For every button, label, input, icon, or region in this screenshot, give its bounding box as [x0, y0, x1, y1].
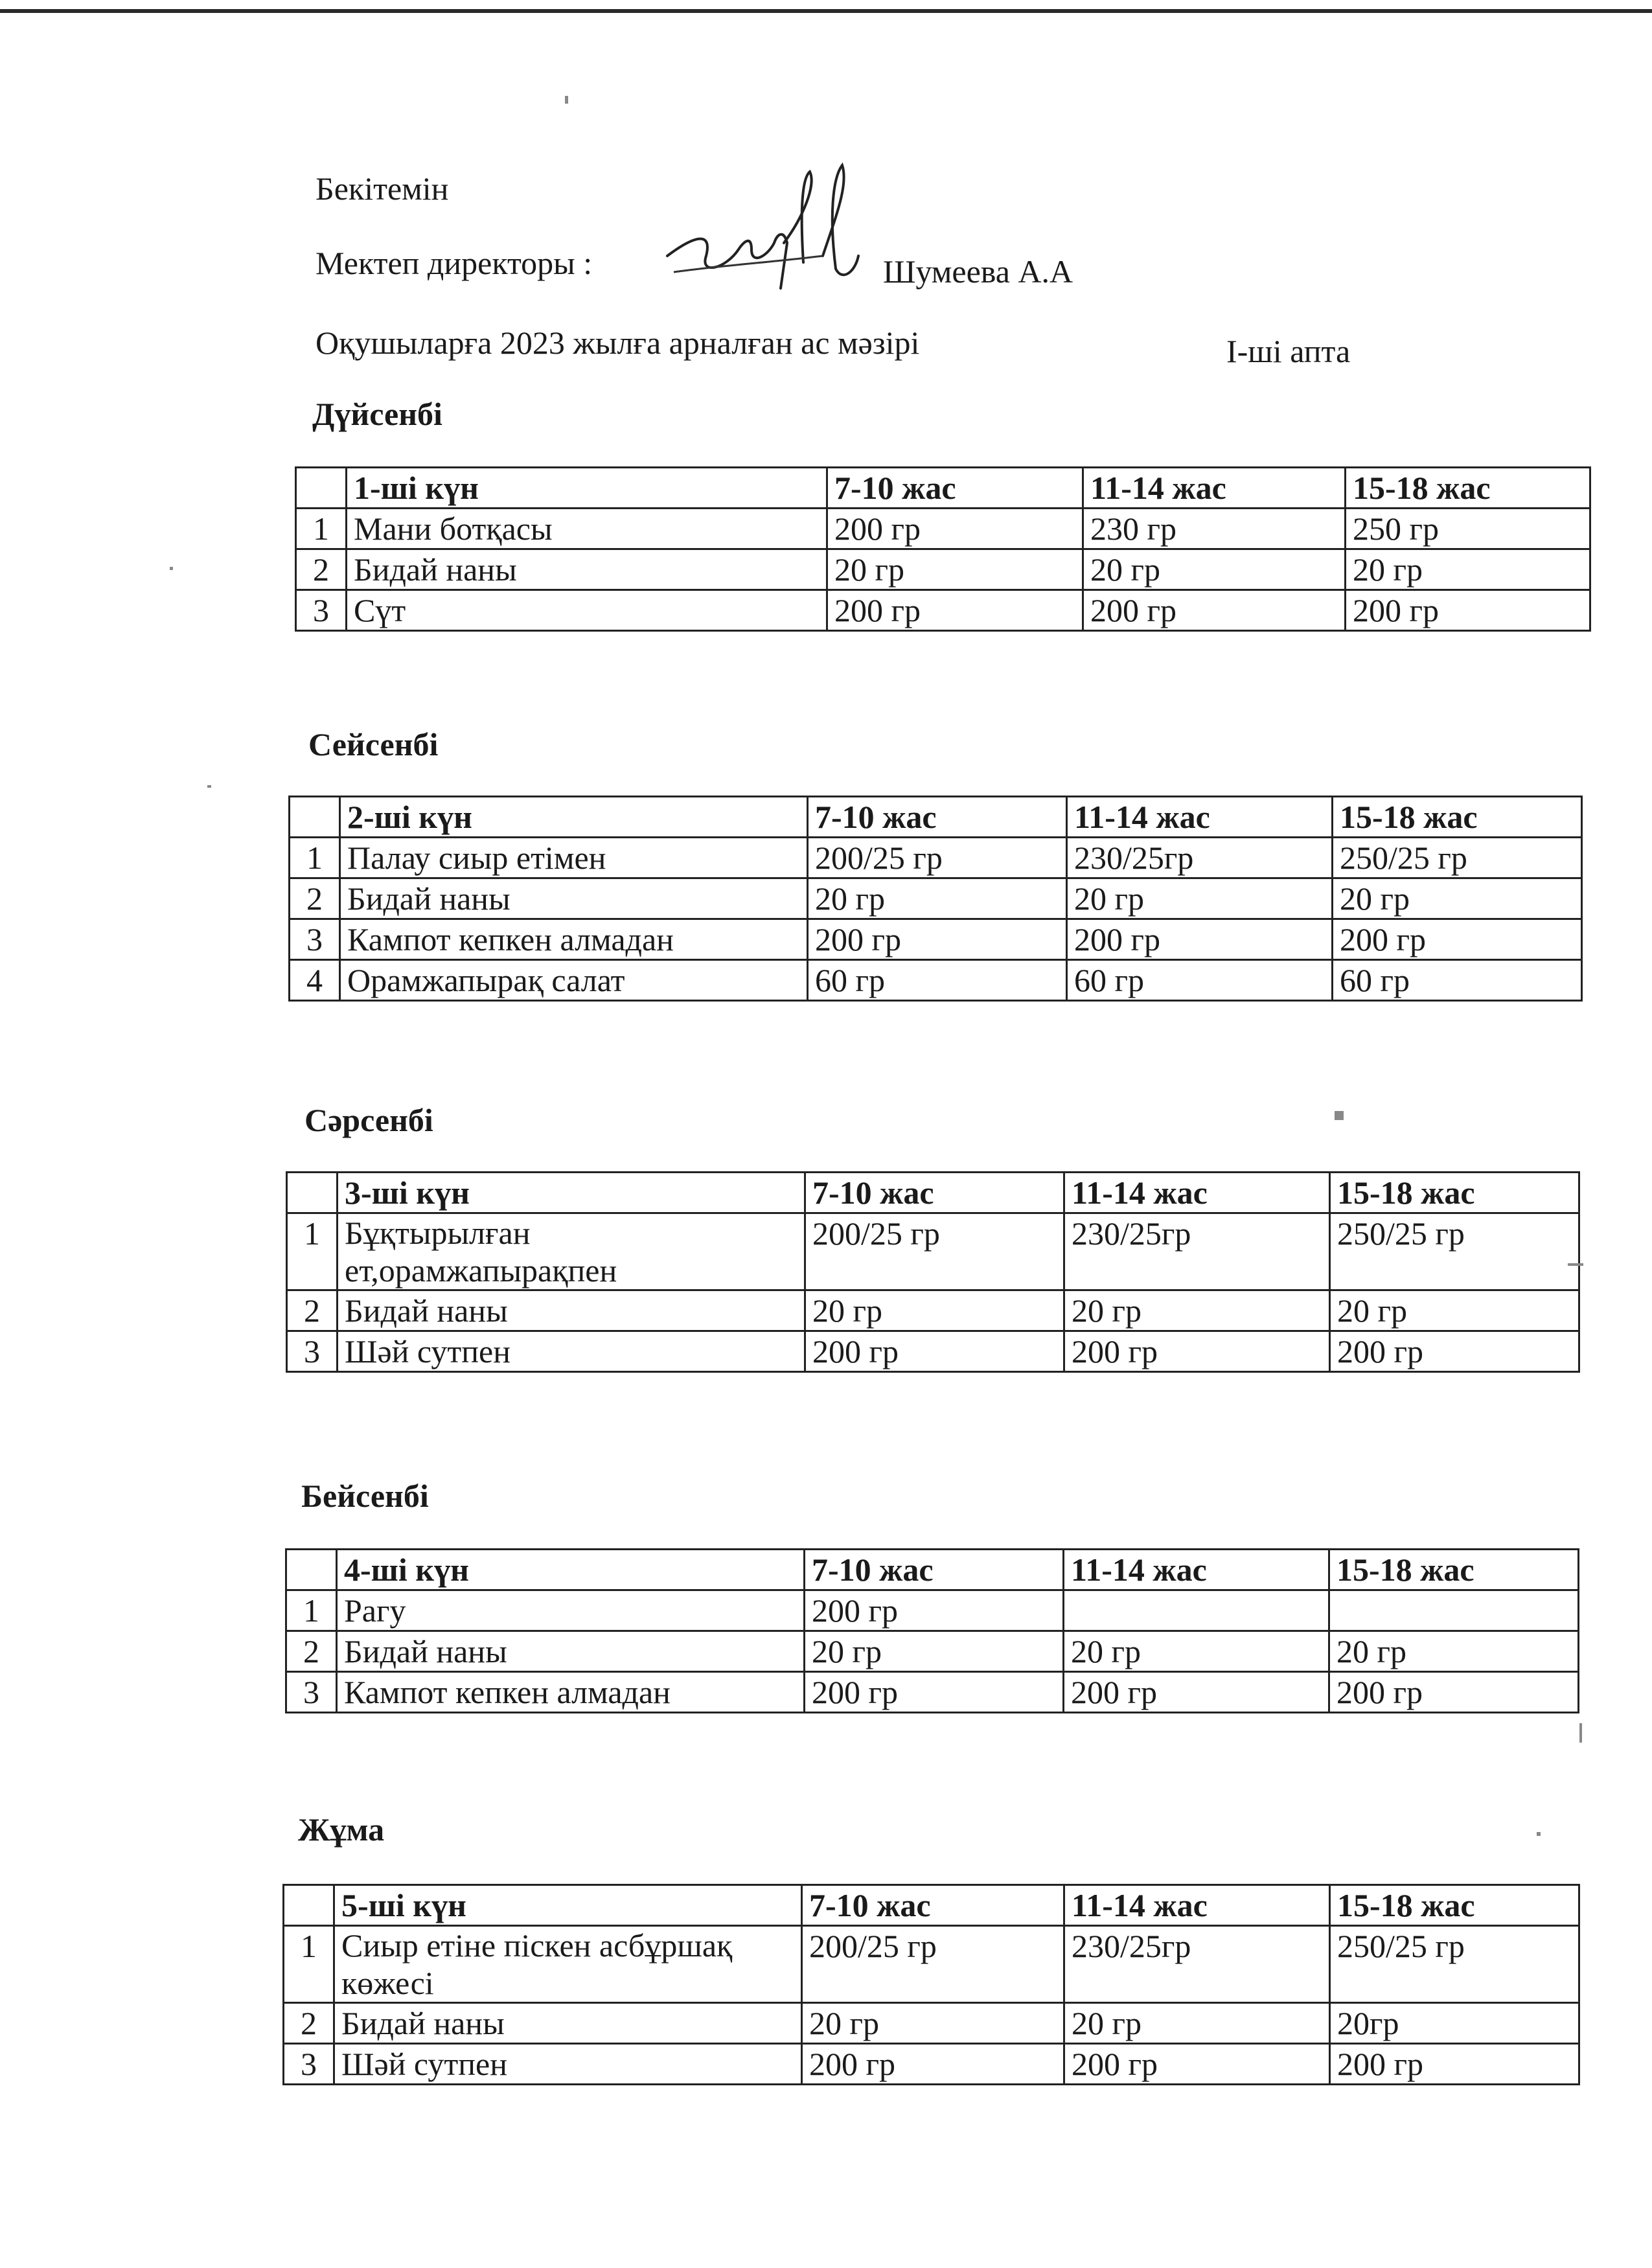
portion-11-14: 20 гр [1064, 1631, 1329, 1672]
header-cell [284, 1885, 334, 1926]
menu-table-friday [282, 1884, 1580, 2085]
dish-name: Бидай наны [334, 2003, 802, 2044]
table-row [290, 838, 1582, 878]
portion-7-10: 200/25 гр [805, 1213, 1064, 1290]
table-row [286, 1590, 1579, 1631]
header-cell: 15-18 жас [1346, 468, 1590, 509]
header-cell [290, 797, 340, 838]
dish-name: Бидай наны [347, 549, 827, 590]
scan-top-edge [0, 9, 1652, 13]
scan-speck [1579, 1723, 1582, 1743]
table-row [290, 919, 1582, 960]
dish-name: Шәй сутпен [334, 2044, 802, 2085]
portion-7-10: 200 гр [805, 1672, 1064, 1713]
menu-table-thursday [285, 1548, 1579, 1713]
dish-name: Бұқтырылған ет,орамжапырақпен [338, 1213, 805, 1290]
row-number: 1 [287, 1213, 338, 1290]
menu-table-tuesday [288, 796, 1583, 1002]
portion-11-14: 60 гр [1067, 960, 1333, 1001]
portion-11-14: 20 гр [1064, 2003, 1330, 2044]
row-number: 2 [290, 878, 340, 919]
portion-7-10: 20 гр [805, 1290, 1064, 1331]
header-cell: 15-18 жас [1329, 1550, 1579, 1590]
portion-11-14: 200 гр [1083, 590, 1346, 631]
portion-15-18: 20гр [1330, 2003, 1579, 2044]
portion-7-10: 200 гр [805, 1590, 1064, 1631]
header-cell: 7-10 жас [802, 1885, 1064, 1926]
portion-15-18: 20 гр [1333, 878, 1582, 919]
table-row [287, 1331, 1579, 1372]
header-cell: 3-ші күн [338, 1173, 805, 1213]
director-label: Мектеп директоры : [315, 245, 593, 281]
portion-15-18: 200 гр [1346, 590, 1590, 631]
row-number: 3 [287, 1331, 338, 1372]
header-cell: 7-10 жас [808, 797, 1067, 838]
portion-11-14: 20 гр [1083, 549, 1346, 590]
portion-7-10: 200/25 гр [802, 1926, 1064, 2003]
portion-11-14 [1064, 1590, 1329, 1631]
portion-15-18: 20 гр [1330, 1290, 1579, 1331]
table-row [296, 509, 1590, 549]
menu-table-wednesday [286, 1171, 1580, 1373]
row-number: 1 [290, 838, 340, 878]
header-cell: 7-10 жас [827, 468, 1083, 509]
table-row [296, 590, 1590, 631]
dish-name: Сиыр етіне піскен асбұршақ көжесі [334, 1926, 802, 2003]
table-row [290, 878, 1582, 919]
portion-7-10: 200 гр [805, 1331, 1064, 1372]
row-number: 1 [296, 509, 347, 549]
row-number: 2 [284, 2003, 334, 2044]
portion-11-14: 230/25гр [1067, 838, 1333, 878]
dish-name: Орамжапырақ салат [340, 960, 808, 1001]
row-number: 3 [290, 919, 340, 960]
dish-name: Шәй сутпен [338, 1331, 805, 1372]
header-cell: 15-18 жас [1330, 1173, 1579, 1213]
portion-11-14: 20 гр [1067, 878, 1333, 919]
portion-11-14: 230/25гр [1064, 1926, 1330, 2003]
scan-speck [1335, 1111, 1344, 1120]
portion-15-18: 20 гр [1329, 1631, 1579, 1672]
portion-11-14: 200 гр [1067, 919, 1333, 960]
dish-name: Кампот кепкен алмадан [337, 1672, 805, 1713]
row-number: 3 [286, 1672, 337, 1713]
portion-15-18: 200 гр [1330, 1331, 1579, 1372]
portion-15-18: 60 гр [1333, 960, 1582, 1001]
table-header-row [296, 468, 1590, 509]
header-cell: 15-18 жас [1333, 797, 1582, 838]
day-title-wednesday: Сәрсенбі [304, 1102, 433, 1138]
table-header-row [290, 797, 1582, 838]
header-cell: 11-14 жас [1064, 1550, 1329, 1590]
portion-15-18: 200 гр [1333, 919, 1582, 960]
row-number: 2 [296, 549, 347, 590]
scan-speck [565, 96, 568, 104]
dish-name: Мани ботқасы [347, 509, 827, 549]
portion-11-14: 200 гр [1064, 1672, 1329, 1713]
header-cell: 11-14 жас [1067, 797, 1333, 838]
portion-7-10: 20 гр [827, 549, 1083, 590]
portion-11-14: 230/25гр [1064, 1213, 1330, 1290]
dish-name: Бидай наны [340, 878, 808, 919]
portion-15-18: 20 гр [1346, 549, 1590, 590]
dish-name: Кампот кепкен алмадан [340, 919, 808, 960]
portion-7-10: 200 гр [827, 509, 1083, 549]
dish-name: Бидай наны [337, 1631, 805, 1672]
director-name: Шумеева А.А [883, 253, 1073, 290]
day-title-monday: Дүйсенбі [312, 396, 442, 432]
dish-name: Бидай наны [338, 1290, 805, 1331]
header-cell: 1-ші күн [347, 468, 827, 509]
portion-15-18: 250/25 гр [1330, 1213, 1579, 1290]
portion-7-10: 200 гр [808, 919, 1067, 960]
header-cell: 4-ші күн [337, 1550, 805, 1590]
scan-speck [207, 785, 211, 788]
portion-7-10: 20 гр [805, 1631, 1064, 1672]
day-title-friday: Жұма [298, 1811, 385, 1848]
header-cell: 11-14 жас [1064, 1173, 1330, 1213]
portion-7-10: 200/25 гр [808, 838, 1067, 878]
day-title-thursday: Бейсенбі [301, 1478, 429, 1514]
portion-7-10: 60 гр [808, 960, 1067, 1001]
week-label: І-ші апта [1226, 333, 1351, 369]
row-number: 3 [296, 590, 347, 631]
scan-speck [1537, 1832, 1541, 1836]
row-number: 3 [284, 2044, 334, 2085]
portion-11-14: 20 гр [1064, 1290, 1330, 1331]
scan-speck [1568, 1263, 1583, 1266]
table-header-row [286, 1550, 1579, 1590]
header-cell: 15-18 жас [1330, 1885, 1579, 1926]
portion-11-14: 200 гр [1064, 2044, 1330, 2085]
portion-11-14: 200 гр [1064, 1331, 1330, 1372]
row-number: 4 [290, 960, 340, 1001]
table-row [284, 2003, 1579, 2044]
portion-7-10: 200 гр [827, 590, 1083, 631]
header-cell: 7-10 жас [805, 1550, 1064, 1590]
scan-speck [170, 567, 173, 570]
table-row [290, 960, 1582, 1001]
dish-name: Сүт [347, 590, 827, 631]
portion-15-18: 200 гр [1330, 2044, 1579, 2085]
menu-table-monday [295, 466, 1591, 632]
table-row [286, 1672, 1579, 1713]
table-header-row [287, 1173, 1579, 1213]
day-title-tuesday: Сейсенбі [308, 726, 439, 762]
portion-7-10: 20 гр [808, 878, 1067, 919]
table-header-row [284, 1885, 1579, 1926]
portion-11-14: 230 гр [1083, 509, 1346, 549]
header-cell: 5-ші күн [334, 1885, 802, 1926]
header-cell: 2-ші күн [340, 797, 808, 838]
row-number: 2 [287, 1290, 338, 1331]
row-number: 1 [286, 1590, 337, 1631]
director-signature [654, 159, 862, 308]
portion-15-18: 200 гр [1329, 1672, 1579, 1713]
table-row [286, 1631, 1579, 1672]
row-number: 2 [286, 1631, 337, 1672]
header-cell: 11-14 жас [1064, 1885, 1330, 1926]
table-row [284, 2044, 1579, 2085]
row-number: 1 [284, 1926, 334, 2003]
header-cell [287, 1173, 338, 1213]
portion-15-18: 250/25 гр [1330, 1926, 1579, 2003]
header-cell [296, 468, 347, 509]
header-cell: 11-14 жас [1083, 468, 1346, 509]
table-row [284, 1926, 1579, 2003]
portion-7-10: 20 гр [802, 2003, 1064, 2044]
table-row [287, 1213, 1579, 1290]
header-cell: 7-10 жас [805, 1173, 1064, 1213]
header-cell [286, 1550, 337, 1590]
portion-15-18: 250 гр [1346, 509, 1590, 549]
approve-label: Бекітемін [315, 170, 449, 207]
menu-title: Оқушыларға 2023 жылға арналған ас мәзірі [315, 325, 920, 361]
table-row [296, 549, 1590, 590]
portion-15-18 [1329, 1590, 1579, 1631]
dish-name: Палау сиыр етімен [340, 838, 808, 878]
portion-7-10: 200 гр [802, 2044, 1064, 2085]
portion-15-18: 250/25 гр [1333, 838, 1582, 878]
table-row [287, 1290, 1579, 1331]
dish-name: Рагу [337, 1590, 805, 1631]
